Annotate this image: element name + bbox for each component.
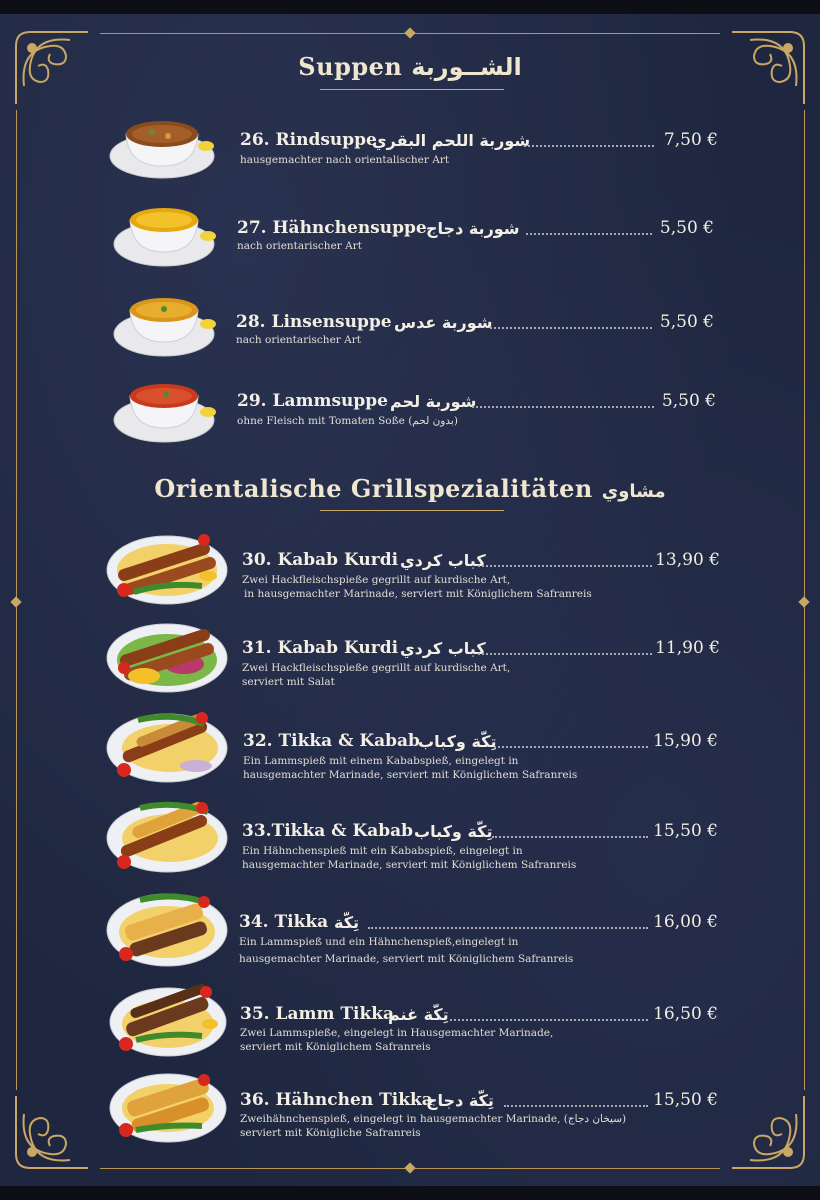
grill-plate-image	[106, 1066, 230, 1146]
dotted-leader	[478, 653, 652, 655]
item-arabic-name: شوربة دجاج	[426, 219, 520, 238]
item-description: serviert mit Salat	[242, 676, 335, 688]
item-price: 13,90 €	[655, 550, 720, 570]
item-name: 30. Kabab Kurdi	[242, 550, 399, 570]
item-description: Zwei Hackfleischspieße gegrillt auf kurdische Art,	[242, 662, 511, 674]
item-price: 15,90 €	[653, 731, 718, 751]
dotted-leader	[524, 145, 654, 147]
item-arabic-name: تِكّة وكباب	[414, 822, 493, 841]
item-description: Zwei Hackfleischspieße gegrillt auf kurdische Art,	[242, 574, 511, 586]
grill-plate-image	[104, 618, 230, 696]
item-description: hausgemachter nach orientalischer Art	[240, 154, 450, 166]
item-name: 28. Linsensuppe	[236, 312, 392, 332]
soup-bowl-image	[112, 284, 220, 362]
grill-plate-image	[104, 530, 230, 608]
item-price: 5,50 €	[661, 391, 716, 411]
list-item	[0, 704, 820, 794]
item-description: nach orientarischer Art	[236, 334, 361, 346]
section-title-soups	[0, 52, 820, 81]
grill-plate-image	[104, 888, 230, 970]
item-description: Ein Lammspieß und ein Hähnchenspieß,eingelegt in	[239, 936, 519, 948]
item-description: serviert mit Königlichem Safranreis	[240, 1041, 431, 1053]
soup-bowl-image	[108, 106, 216, 184]
dotted-leader	[504, 1105, 648, 1107]
list-item	[0, 188, 820, 278]
list-item	[0, 100, 820, 190]
item-arabic-name: شوربة عدس	[394, 313, 493, 332]
item-description: Zwei Lammspieße, eingelegt in Hausgemachter Marinade,	[240, 1027, 554, 1039]
list-item	[0, 1064, 820, 1154]
list-item	[0, 364, 820, 454]
item-arabic-name: كباب كردي	[400, 639, 486, 658]
item-price: 5,50 €	[659, 312, 714, 332]
item-description: hausgemachter Marinade, serviert mit Königlichem Safranreis	[243, 769, 578, 781]
item-description: serviert mit Königliche Safranreis	[240, 1127, 421, 1139]
item-price: 15,50 €	[653, 1090, 718, 1110]
item-description: Ein Lammspieß mit einem Kababspieß, eingelegt in	[243, 755, 519, 767]
frame-top-diamond	[404, 27, 415, 38]
item-arabic-name: تِكّة	[334, 913, 360, 932]
dotted-leader	[526, 233, 652, 235]
item-name: 35. Lamm Tikka	[240, 1004, 395, 1024]
item-price: 16,50 €	[653, 1004, 718, 1024]
item-description: in hausgemachter Marinade, serviert mit Königlichem Safranreis	[244, 588, 592, 600]
item-name: 27. Hähnchensuppe	[237, 218, 427, 238]
grill-plate-image	[104, 796, 230, 876]
item-arabic-name: تِكّة وكباب	[418, 732, 497, 751]
dotted-leader	[368, 927, 648, 929]
item-price: 11,90 €	[655, 638, 720, 658]
item-name: 33.Tikka & Kabab	[242, 821, 414, 841]
soup-bowl-image	[112, 370, 220, 448]
item-description: hausgemachter Marinade, serviert mit Königlichem Safranreis	[239, 953, 574, 965]
list-item	[0, 794, 820, 884]
item-arabic-name: شوربة اللحم البقري	[372, 131, 531, 150]
item-description: Zweihähnchenspieß, eingelegt in hausgemachter Marinade, (سيخان دجاج)	[240, 1113, 627, 1125]
section-title-latin: Orientalische Grillspezialitäten	[154, 474, 593, 503]
grill-plate-image	[106, 980, 230, 1060]
item-description: hausgemachter Marinade, serviert mit Königlichem Safranreis	[242, 859, 577, 871]
section-title-latin: Suppen	[298, 52, 403, 81]
item-price: 15,50 €	[653, 821, 718, 841]
section-title-grill	[0, 474, 820, 503]
list-item	[0, 282, 820, 372]
section-title-arabic: مشاوي	[601, 481, 666, 502]
section-underline	[320, 89, 504, 90]
list-item	[0, 978, 820, 1068]
item-name: 34. Tikka	[239, 912, 329, 932]
item-description: ohne Fleisch mit Tomaten Soße (بدون لحم)	[237, 415, 458, 427]
section-underline	[320, 510, 504, 511]
frame-bottom-diamond	[404, 1162, 415, 1173]
grill-plate-image	[104, 706, 230, 786]
item-name: 29. Lammsuppe	[237, 391, 388, 411]
item-price: 5,50 €	[659, 218, 714, 238]
dotted-leader	[478, 565, 652, 567]
dotted-leader	[472, 406, 654, 408]
item-description: Ein Hähnchenspieß mit ein Kababspieß, eingelegt in	[242, 845, 523, 857]
dotted-leader	[490, 327, 652, 329]
dotted-leader	[494, 746, 648, 748]
item-arabic-name: تِكّة دجاج	[426, 1091, 494, 1110]
dotted-leader	[450, 1019, 648, 1021]
item-name: 26. Rindsuppe	[240, 130, 377, 150]
item-name: 32. Tikka & Kabab	[243, 731, 420, 751]
item-arabic-name: تِكّة غنم	[388, 1005, 449, 1024]
dotted-leader	[492, 836, 648, 838]
list-item	[0, 886, 820, 976]
item-description: nach orientarischer Art	[237, 240, 362, 252]
bottom-black-bar	[0, 1186, 820, 1200]
soup-bowl-image	[112, 194, 220, 272]
item-name: 36. Hähnchen Tikka	[240, 1090, 433, 1110]
top-black-bar	[0, 0, 820, 14]
item-price: 7,50 €	[663, 130, 718, 150]
item-arabic-name: كباب كردي	[400, 551, 486, 570]
section-title-arabic: الشــوربة	[411, 53, 522, 81]
item-price: 16,00 €	[653, 912, 718, 932]
list-item	[0, 614, 820, 704]
item-name: 31. Kabab Kurdi	[242, 638, 399, 658]
item-arabic-name: شوربة لحم	[390, 392, 477, 411]
list-item	[0, 528, 820, 618]
